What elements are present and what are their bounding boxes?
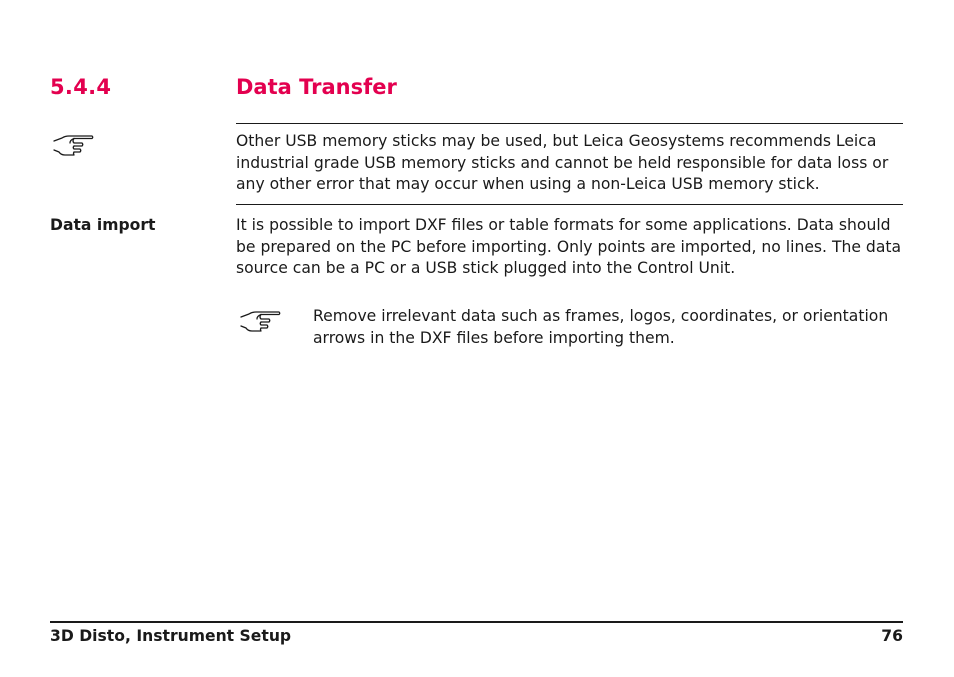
divider-top [236, 123, 903, 124]
note-remove-irrelevant-data: Remove irrelevant data such as frames, logos, coordinates, or orientation arrows in the DXF files before importing them. [313, 307, 889, 347]
footer-document-title: 3D Disto, Instrument Setup [50, 627, 292, 645]
divider-mid [236, 204, 903, 205]
divider-footer [50, 621, 903, 623]
section-number: 5.4.4 [50, 75, 112, 99]
data-import-text: It is possible to import DXF files or table formats for some applications. Data should be prepared on the PC before importing. Only points are imported, no lines. The data source can be a PC or a USB stick plugged into the Control Unit. [236, 216, 902, 277]
section-title: Data Transfer [236, 75, 397, 99]
pointing-hand-icon [239, 308, 281, 332]
pointing-hand-icon [52, 132, 94, 156]
note-usb-sticks: Other USB memory sticks may be used, but Leica Geosystems recommends Leica industrial grade USB memory sticks and cannot be held responsible for data loss or any other error that may occur when using a non-Leica USB memory stick. [236, 132, 889, 193]
data-import-label: Data import [50, 216, 156, 234]
footer-page-number: 76 [881, 627, 903, 645]
